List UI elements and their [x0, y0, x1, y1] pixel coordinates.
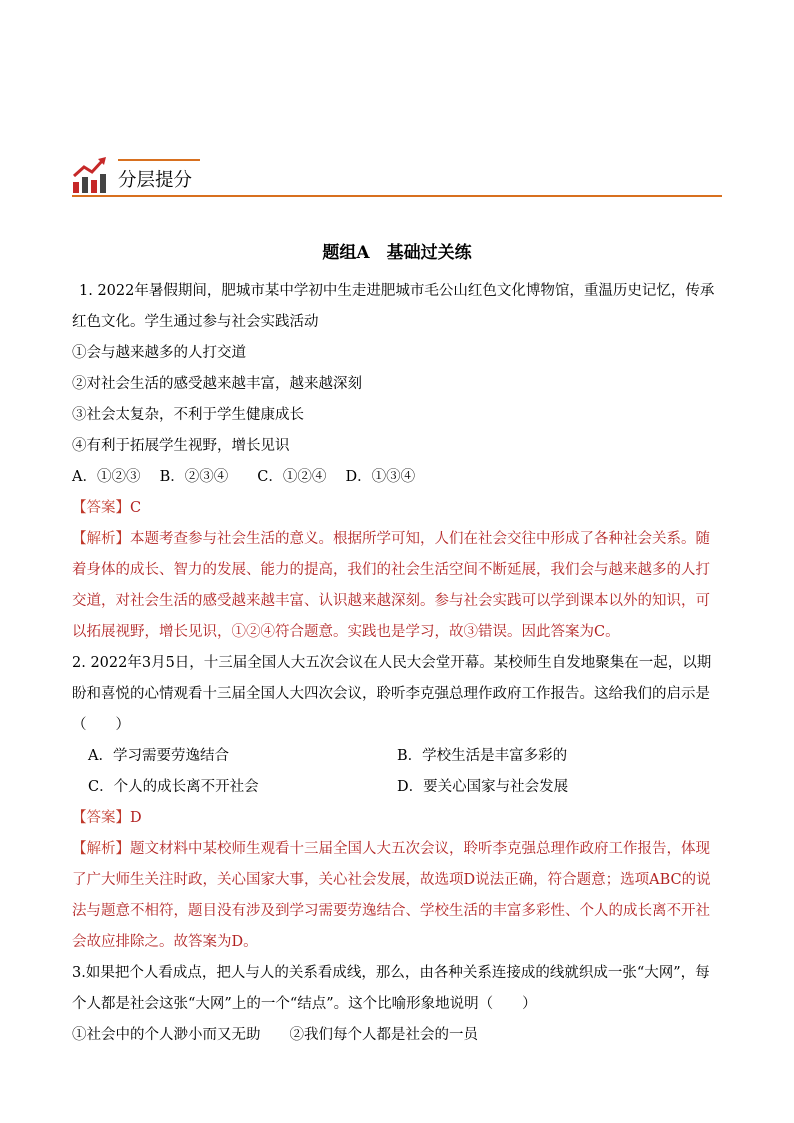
answer-value: C	[130, 500, 142, 516]
question-1-stem: 1. 2022年暑假期间，肥城市某中学初中生走进肥城市毛公山红色文化博物馆，重温历史记忆，传承红色文化。学生通过参与社会实践活动	[72, 283, 715, 330]
question-2-analysis	[72, 834, 724, 958]
analysis-text: 本题考查参与社会生活的意义。根据所学可知，人们在社会交往中形成了各种社会关系。随着身体的成长、智力的发展、能力的提高，我们的社会生活空间不断延展，我们会与越来越多的人打交道，对社会生活的感受越来越丰富、认识越来越深刻。参与社会实践可以学到课本以外的知识，可以拓展视野，增长见识，①②④符合题意。实践也是学习，故③错误。因此答案为C。	[72, 531, 710, 640]
header-title: 分层提分	[118, 170, 193, 191]
question-1-answer	[72, 493, 724, 524]
question-1-item-3: ③社会太复杂，不利于学生健康成长	[72, 407, 304, 423]
growth-chart-icon	[72, 156, 108, 194]
analysis-text: 题文材料中某校师生观看十三届全国人大五次会议，聆听李克强总理作政府工作报告，体现了广大师生关注时政，关心国家大事，关心社会发展，故选项D说法正确，符合题意；选项ABC的说法与题意不相符，题目没有涉及到学习需要劳逸结合、学校生活的丰富多彩性、个人的成长离不开社会故应排除之。故答案为D。	[72, 841, 711, 950]
option-a: A．学习需要劳逸结合	[88, 748, 229, 764]
answer-value: D	[130, 810, 142, 826]
question-3-items: ①社会中的个人渺小而又无助 ②我们每个人都是社会的一员	[72, 1027, 478, 1043]
analysis-label: 【解析】	[72, 841, 130, 857]
answer-label: 【答案】	[72, 500, 130, 516]
option-b: B．学校生活是丰富多彩的	[397, 748, 568, 764]
question-2-options-row-1	[72, 741, 724, 772]
answer-label: 【答案】	[72, 810, 130, 826]
header-divider	[72, 195, 722, 197]
section-header	[72, 150, 722, 198]
question-1-item-4: ④有利于拓展学生视野，增长见识	[72, 438, 290, 454]
question-2-answer	[72, 803, 724, 834]
question-2-options-row-2	[72, 772, 724, 803]
question-1-analysis	[72, 524, 724, 648]
question-1-options: A．①②③ B．②③④ C．①②④ D．①③④	[72, 469, 416, 485]
question-2-stem: 2. 2022年3月5日，十三届全国人大五次会议在人民大会堂开幕。某校师生自发地聚集在一起，以期盼和喜悦的心情观看十三届全国人大四次会议，聆听李克强总理作政府工作报告。这给我们的启示是（ ）	[72, 655, 712, 733]
option-d: D．要关心国家与社会发展	[397, 779, 569, 795]
question-content	[72, 276, 724, 1051]
question-1-item-2: ②对社会生活的感受越来越丰富，越来越深刻	[72, 376, 362, 392]
question-3-stem: 3.如果把个人看成点，把人与人的关系看成线，那么，由各种关系连接成的线就织成一张“大网”，每个人都是社会这张“大网”上的一个“结点”。这个比喻形象地说明（ ）	[72, 965, 710, 1012]
section-title: 题组A 基础过关练	[322, 243, 472, 263]
analysis-label: 【解析】	[72, 531, 130, 547]
option-c: C．个人的成长离不开社会	[88, 779, 259, 795]
header-accent-line	[118, 159, 200, 161]
question-1-item-1: ①会与越来越多的人打交道	[72, 345, 246, 361]
